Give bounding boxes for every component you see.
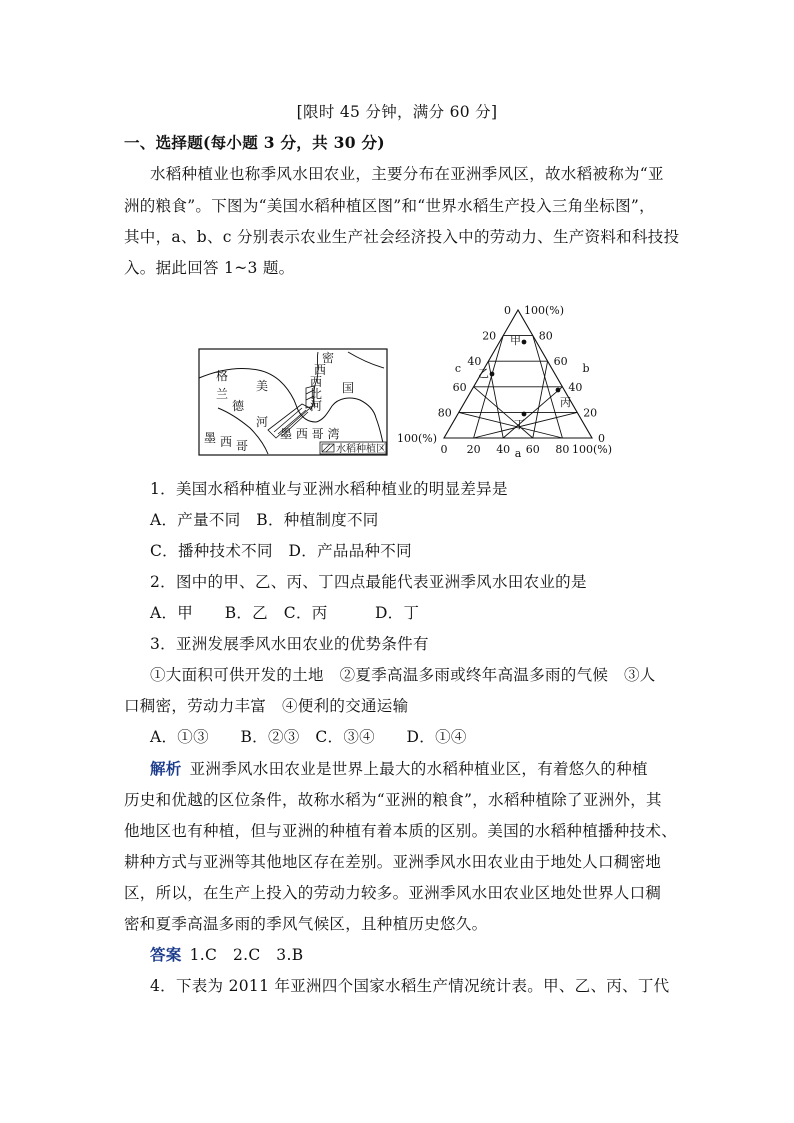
right-tick-label: 20 <box>583 406 598 420</box>
data-point-label: 丁 <box>514 418 525 431</box>
question-1: 1．美国水稻种植业与亚洲水稻种植业的明显差异是 <box>150 480 508 498</box>
section-title: 一、选择题(每小题 3 分，共 30 分) <box>124 133 385 152</box>
left-tick-label: 80 <box>437 406 452 420</box>
grid-line <box>533 361 548 438</box>
answer-label: 答案 <box>150 945 182 964</box>
map-label: 西 <box>220 435 233 449</box>
analysis-line: 解析 亚洲季风水田农业是世界上最大的水稻种植业区，有着悠久的种植 <box>150 759 648 778</box>
left-tick-label: 40 <box>467 355 482 369</box>
bottom-tick-label: 20 <box>466 443 481 456</box>
analysis-label: 解析 <box>150 759 182 778</box>
answer-line <box>150 945 303 965</box>
data-point <box>490 372 495 377</box>
analysis-line: 历史和优越的区位条件，故称水稻为“亚洲的粮食”，水稻种植除了亚洲外，其 <box>124 791 662 809</box>
map-label: 德 <box>232 399 245 413</box>
axis-label-c: c <box>454 362 462 375</box>
map-label: 美 <box>256 379 269 393</box>
map-label: 西 <box>314 363 327 377</box>
data-point <box>522 412 527 417</box>
map-label: 西 <box>310 375 323 389</box>
map-label: 河 <box>310 399 323 413</box>
us-rice-map <box>198 348 388 456</box>
axis-label-b: b <box>582 362 590 375</box>
right-tick-label: 60 <box>553 355 568 369</box>
map-gulf-label: 墨 西 哥 湾 <box>280 427 340 441</box>
bottom-tick-label: 60 <box>525 443 540 456</box>
data-point <box>556 388 561 393</box>
analysis-line: 他地区也有种植，但与亚洲的种植有着本质的区别。美国的水稻种植播种技术、 <box>124 822 678 840</box>
map-label: 哥 <box>236 439 249 453</box>
intro-line: 入。据此回答 1~3 题。 <box>124 259 295 277</box>
map-label: 兰 <box>216 387 229 401</box>
right-tick-label: 40 <box>568 380 583 394</box>
left-tick-label: 0 <box>504 304 511 317</box>
question-4: 4．下表为 2011 年亚洲四个国家水稻生产情况统计表。甲、乙、丙、丁代 <box>150 977 670 995</box>
data-point-label: 丙 <box>560 396 571 409</box>
map-label: 国 <box>342 381 355 395</box>
axis-label-a: a <box>514 447 522 460</box>
data-point-label: 乙 <box>478 367 489 380</box>
analysis-line: 耕种方式与亚洲等其他地区存在差别。亚洲季风水田农业由于地处人口稠密地 <box>124 853 662 871</box>
question-3-choices: ①大面积可供开发的土地 ②夏季高温多雨或终年高温多雨的气候 ③人 <box>150 666 656 684</box>
right-tick-label: 80 <box>538 329 553 343</box>
analysis-line: 密和夏季高温多雨的季风气候区，且种植历史悠久。 <box>124 915 488 933</box>
answer-text: 1.C 2.C 3.B <box>189 946 304 964</box>
left-tick-label: 20 <box>482 329 497 343</box>
intro-line: 水稻种植业也称季风水田农业，主要分布在亚洲季风区，故水稻被称为“亚 <box>150 165 664 183</box>
question-1-options: A．产量不同 B．种植制度不同 <box>150 511 379 529</box>
bottom-tick-label: 100(%) <box>571 443 613 456</box>
data-point <box>522 340 527 345</box>
question-3-options: A．①③ B．②③ C．③④ D．①④ <box>150 728 467 746</box>
intro-line: 其中，a、b、c 分别表示农业生产社会经济投入中的劳动力、生产资料和科技投 <box>124 228 680 246</box>
map-label: 墨 <box>204 431 217 445</box>
question-2-options: A．甲 B．乙 C．丙 D．丁 <box>150 604 420 622</box>
map-label: 格 <box>216 369 229 383</box>
map-label: 密 <box>322 351 335 365</box>
left-tick-label: 100(%) <box>396 432 437 445</box>
bottom-tick-label: 40 <box>496 443 511 456</box>
ternary-chart <box>396 298 630 460</box>
bottom-tick-label: 80 <box>555 443 570 456</box>
question-3: 3．亚洲发展季风水田农业的优势条件有 <box>150 635 429 653</box>
map-label: 比 <box>310 387 323 401</box>
left-tick-label: 60 <box>452 380 467 394</box>
map-label: 河 <box>256 415 269 429</box>
data-point-label: 甲 <box>510 334 521 347</box>
intro-line: 洲的粮食”。下图为“美国水稻种植区图”和“世界水稻生产投入三角坐标图”， <box>124 197 655 215</box>
question-3-choices: 口稠密，劳动力丰富 ④便利的交通运输 <box>124 697 409 715</box>
analysis-line: 区，所以，在生产上投入的劳动力较多。亚洲季风水田农业区地处世界人口稠 <box>124 884 662 902</box>
time-limit: [限时 45 分钟，满分 60 分] <box>296 103 498 121</box>
question-2: 2．图中的甲、乙、丙、丁四点最能代表亚洲季风水田农业的是 <box>150 573 587 591</box>
map-legend-label: 水稻种植区 <box>336 444 386 455</box>
right-tick-label: 0 <box>598 432 605 445</box>
question-1-options: C．播种技术不同 D．产品品种不同 <box>150 542 412 560</box>
bottom-tick-label: 0 <box>440 443 448 456</box>
right-tick-label: 100(%) <box>524 304 565 317</box>
